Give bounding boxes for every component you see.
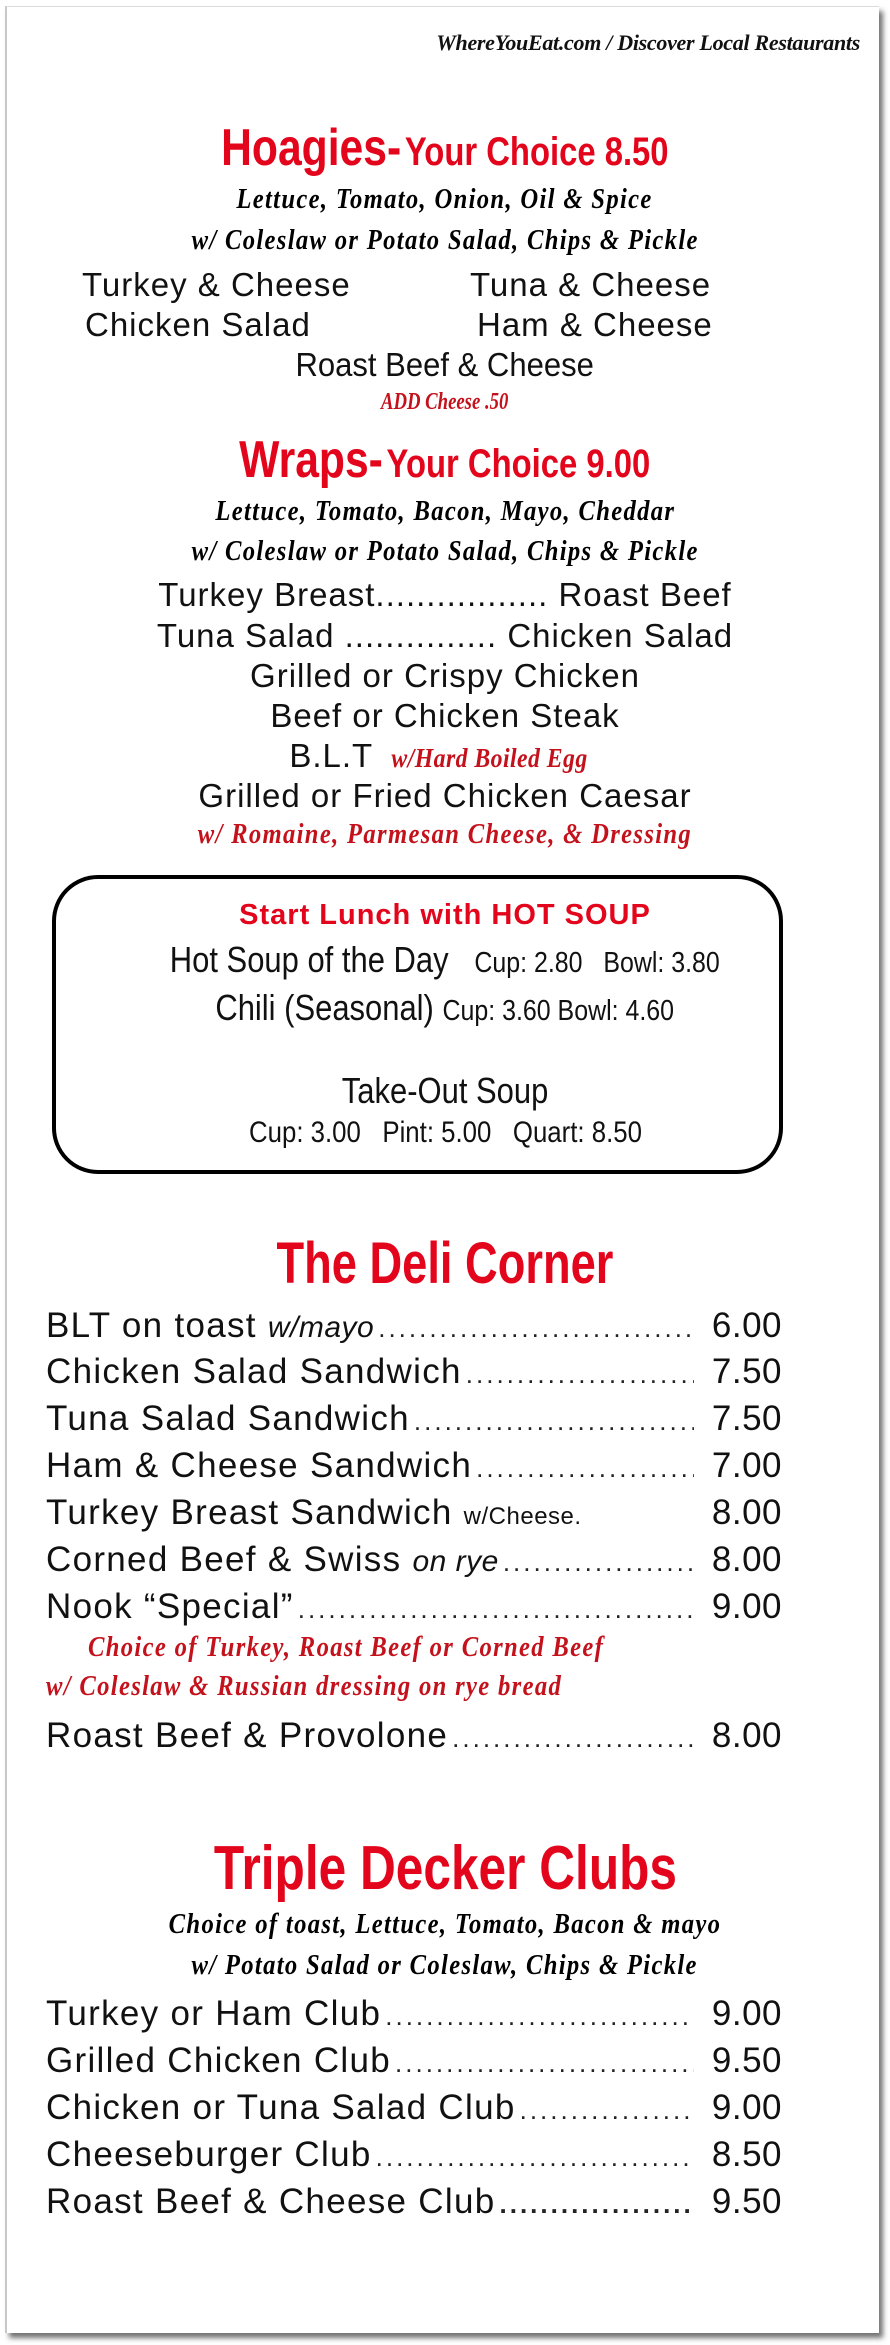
- item-price: 8.00: [711, 1716, 782, 1755]
- wraps-desc-2: w/ Coleslaw or Potato Salad, Chips & Pickle: [191, 536, 699, 567]
- deli-title: The Deli Corner: [276, 1231, 614, 1296]
- leader-dots: [376, 2142, 694, 2173]
- wrap-item: Grilled or Fried Chicken Caesar: [198, 777, 692, 814]
- leader-dots: [385, 2001, 694, 2032]
- wraps-heading: [0, 431, 890, 489]
- hoagies-desc-2: w/ Coleslaw or Potato Salad, Chips & Pickle: [191, 225, 699, 256]
- item-price: 9.00: [711, 1994, 782, 2033]
- deli-item: [46, 1399, 782, 1439]
- hoagie-item: Chicken Salad: [85, 306, 311, 343]
- clubs-desc-1: Choice of toast, Lettuce, Tomato, Bacon & mayo: [168, 1909, 722, 1940]
- item-name: Roast Beef & Provolone: [46, 1716, 449, 1755]
- item-name: Ham & Cheese Sandwich: [46, 1446, 473, 1485]
- deli-item: [46, 1493, 782, 1533]
- hoagies-desc-1: Lettuce, Tomato, Onion, Oil & Spice: [236, 184, 654, 215]
- soup-of-day-prices: Cup: 2.80 Bowl: 3.80: [474, 947, 721, 979]
- hoagies-title: Hoagies-: [221, 119, 402, 177]
- leader-dots: [378, 1313, 694, 1344]
- deli-item: [46, 1587, 782, 1627]
- item-price: 8.50: [711, 2135, 782, 2174]
- special-note-2: w/ Coleslaw & Russian dressing on rye bread: [46, 1671, 563, 1702]
- wraps-price: Your Choice 9.00: [386, 442, 651, 486]
- hoagies-addon: ADD Cheese .50: [381, 389, 509, 415]
- site-header[interactable]: WhereYouEat.com / Discover Local Restaurants: [436, 30, 860, 55]
- wrap-item: B.L.T: [289, 737, 374, 774]
- item-name: Turkey Breast Sandwich: [46, 1493, 453, 1532]
- soup-of-day: [169, 939, 721, 980]
- takeout-prices: Cup: 3.00 Pint: 5.00 Quart: 8.50: [248, 1116, 642, 1149]
- chili-prices: Cup: 3.60 Bowl: 4.60: [442, 995, 675, 1027]
- club-item: [46, 2041, 782, 2081]
- hoagie-item: Roast Beef & Cheese: [295, 346, 595, 383]
- item-price: 9.00: [711, 1587, 782, 1626]
- blt-note: w/Hard Boiled Egg: [391, 743, 588, 773]
- item-name: BLT on toast: [46, 1306, 257, 1345]
- item-name: Roast Beef & Cheese Club: [46, 2182, 496, 2221]
- item-name: Corned Beef & Swiss: [46, 1540, 402, 1579]
- club-item: [46, 2135, 782, 2175]
- hoagies-price: Your Choice 8.50: [405, 130, 669, 174]
- item-name: Turkey or Ham Club: [46, 1994, 382, 2033]
- hoagie-item: Tuna & Cheese: [470, 266, 712, 303]
- wrap-item: Grilled or Crispy Chicken: [250, 657, 640, 694]
- club-item: [46, 2182, 782, 2222]
- deli-item: [46, 1446, 782, 1486]
- item-price: 7.50: [711, 1352, 782, 1391]
- item-name: Grilled Chicken Club: [46, 2041, 392, 2080]
- item-price: 9.00: [711, 2088, 782, 2127]
- soup-title: Start Lunch with HOT SOUP: [239, 899, 651, 931]
- wrap-item: Turkey Breast................. Roast Beef: [158, 576, 732, 613]
- wrap-item: Tuna Salad ............... Chicken Salad: [156, 617, 734, 654]
- clubs-desc-2: w/ Potato Salad or Coleslaw, Chips & Pickle: [191, 1950, 699, 1981]
- hoagies-heading: [0, 119, 890, 177]
- item-name: Nook “Special”: [46, 1587, 294, 1626]
- club-item: [46, 2088, 782, 2128]
- leader-dots: [476, 1453, 694, 1484]
- takeout-title: Take-Out Soup: [341, 1070, 549, 1111]
- special-note-1: Choice of Turkey, Roast Beef or Corned Beef: [88, 1632, 605, 1663]
- item-name: Cheeseburger Club: [46, 2135, 372, 2174]
- item-price: 8.00: [711, 1493, 782, 1532]
- deli-item: [46, 1540, 782, 1580]
- item-name: Tuna Salad Sandwich: [46, 1399, 410, 1438]
- clubs-title: Triple Decker Clubs: [213, 1834, 677, 1903]
- item-price: 8.00: [711, 1540, 782, 1579]
- leader-dots: [466, 1359, 694, 1390]
- wrap-item: Beef or Chicken Steak: [270, 697, 620, 734]
- wraps-desc-1: Lettuce, Tomato, Bacon, Mayo, Cheddar: [215, 496, 675, 527]
- leader-dots: [452, 1723, 694, 1754]
- deli-item: [46, 1716, 782, 1756]
- leader-dots: [520, 2095, 694, 2126]
- soup-of-day-label: Hot Soup of the Day: [169, 939, 449, 980]
- item-price: 9.50: [711, 2041, 782, 2080]
- deli-item: [46, 1352, 782, 1392]
- hoagie-item: Ham & Cheese: [477, 306, 713, 343]
- item-price: 7.50: [711, 1399, 782, 1438]
- item-note: on rye: [412, 1545, 499, 1578]
- leader-dots: [395, 2048, 694, 2079]
- leader-dots: [503, 1547, 694, 1578]
- caesar-note: w/ Romaine, Parmesan Cheese, & Dressing: [197, 819, 693, 850]
- item-note: w/mayo: [267, 1311, 375, 1344]
- hoagie-item: Turkey & Cheese: [82, 266, 351, 303]
- item-price: 6.00: [711, 1306, 782, 1345]
- leader-dots: [298, 1594, 694, 1625]
- item-name: Chicken Salad Sandwich: [46, 1352, 462, 1391]
- item-price: 9.50: [711, 2182, 782, 2221]
- wraps-title: Wraps-: [239, 431, 384, 489]
- item-note: w/Cheese.: [463, 1503, 582, 1530]
- leader-dots: [500, 2189, 695, 2220]
- leader-dots: [414, 1406, 694, 1437]
- item-price: 7.00: [711, 1446, 782, 1485]
- club-item: [46, 1994, 782, 2034]
- chili-label: Chili (Seasonal): [215, 987, 435, 1028]
- deli-item: [46, 1306, 782, 1346]
- chili: [215, 987, 675, 1028]
- item-name: Chicken or Tuna Salad Club: [46, 2088, 516, 2127]
